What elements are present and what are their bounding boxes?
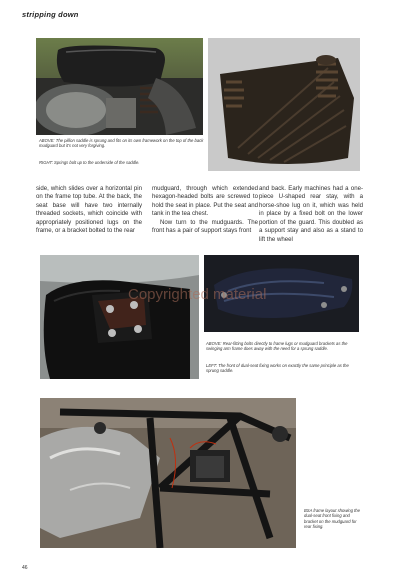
caption-springs: RIGHT: Springs bolt up to the underside of the saddle. <box>39 160 140 165</box>
photo-dual-seat-front <box>40 255 199 379</box>
body-column-3 <box>259 185 363 244</box>
caption-pillion-saddle: ABOVE: The pillion saddle is sprung and fits on its own framework on the top of the back mudguard but it's not very forgiving. <box>39 138 204 149</box>
page-header: stripping down <box>22 10 79 19</box>
page-number: 46 <box>22 565 28 571</box>
body-column-1 <box>36 185 142 236</box>
photo-bsa-frame <box>40 398 296 548</box>
photo-pillion-saddle <box>36 38 203 135</box>
body-paragraph: Now turn to the mudguards. The front has a pair of support stays front <box>152 218 258 235</box>
watermark: Copyrighted material <box>128 286 267 303</box>
caption-rear-fitting: ABOVE: Rear-fitting bolts directly to frame lugs or mudguard brackets as the swinging arm frame does away with the need for a sprung saddle. <box>206 341 348 352</box>
body-paragraph: side, which slides over a horizontal pin on the frame top tube. At the back, the seat base will have two internally threaded sockets, which coincide with appropriately positioned lugs on the frame, or a bracket bolted to the rear <box>36 185 142 235</box>
body-column-2 <box>152 185 258 236</box>
photo-springs-underside <box>208 38 360 171</box>
body-paragraph: and back. Early machines had a one-piece U-shaped rear stay, with a horse-shoe lug on it, which was held in place by a fixed bolt on the lower portion of the guard. This doubled as a support stay and also as a stand to lift the wheel <box>259 185 363 243</box>
caption-bsa-frame: BSA frame layout showing the dual-seat front fixing and bracket on the mudguard for rear fixing. <box>304 508 360 529</box>
body-paragraph: mudguard, through which extended hexagon-headed bolts are screwed to hold the seat in place. Put the seat and tank in the tea chest. <box>152 185 258 218</box>
caption-front-fixing: LEFT: The front of dual-seat fixing works on exactly the same principle as the sprung saddle. <box>206 363 349 374</box>
